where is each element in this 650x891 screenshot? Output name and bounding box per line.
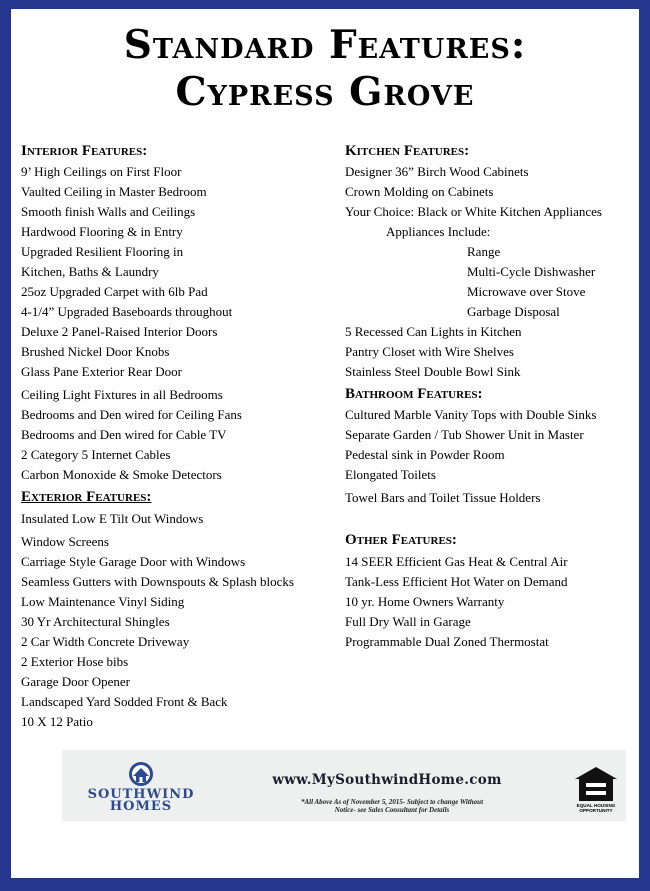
list-item: 14 SEER Efficient Gas Heat & Central Air (345, 554, 568, 569)
list-item: Pedestal sink in Powder Room (345, 447, 505, 462)
list-item: Deluxe 2 Panel-Raised Interior Doors (21, 324, 218, 339)
list-item: 10 yr. Home Owners Warranty (345, 594, 505, 609)
list-item: Carbon Monoxide & Smoke Detectors (21, 467, 222, 482)
page-subtitle: Cypress Grove (175, 69, 475, 115)
page-title: Standard Features: (123, 22, 527, 68)
eho-text: EQUAL HOUSING (576, 803, 616, 808)
footer-banner (62, 750, 626, 821)
logo-text: HOMES (109, 799, 173, 814)
list-item: Elongated Toilets (345, 467, 436, 482)
disclaimer-line: *All Above As of November 5, 2015- Subject to change Without (300, 798, 484, 806)
website-link[interactable]: www.MySouthwindHome.com (272, 772, 502, 788)
list-item: Glass Pane Exterior Rear Door (21, 364, 183, 379)
list-item: Brushed Nickel Door Knobs (21, 344, 170, 359)
list-item: Bedrooms and Den wired for Cable TV (21, 427, 227, 442)
list-item: Stainless Steel Double Bowl Sink (345, 364, 521, 379)
list-item: Your Choice: Black or White Kitchen Appliances (345, 204, 602, 219)
list-item: Programmable Dual Zoned Thermostat (345, 634, 549, 649)
equal-housing-icon (573, 765, 619, 803)
list-item: Landscaped Yard Sodded Front & Back (21, 694, 228, 709)
list-item: 4-1/4” Upgraded Baseboards throughout (21, 304, 233, 319)
list-item: Kitchen, Baths & Laundry (21, 264, 159, 279)
list-item: Insulated Low E Tilt Out Windows (21, 511, 204, 526)
eho-text: OPPORTUNITY (579, 808, 613, 813)
disclaimer-line: Notice- see Sales Consultant for Details (334, 806, 450, 814)
list-item: Crown Molding on Cabinets (345, 184, 494, 199)
other-features-heading: Other Features: (345, 532, 457, 548)
list-item: Smooth finish Walls and Ceilings (21, 204, 196, 219)
disclaimer (242, 798, 542, 814)
list-item: Cultured Marble Vanity Tops with Double Sinks (345, 407, 597, 422)
list-item: Seamless Gutters with Downspouts & Splash blocks (21, 574, 294, 589)
list-item: Multi-Cycle Dishwasher (467, 264, 596, 279)
appliances-label: Appliances Include: (386, 224, 491, 239)
list-item: Hardwood Flooring & in Entry (21, 224, 183, 239)
list-item: Garage Door Opener (21, 674, 131, 689)
list-item: Bedrooms and Den wired for Ceiling Fans (21, 407, 242, 422)
list-item: 2 Car Width Concrete Driveway (21, 634, 190, 649)
list-item: Window Screens (21, 534, 109, 549)
logo-text: SOUTHWIND (87, 787, 195, 802)
list-item: Tank-Less Efficient Hot Water on Demand (345, 574, 568, 589)
house-logo-icon (76, 760, 206, 790)
southwind-logo (76, 760, 206, 814)
list-item: Designer 36” Birch Wood Cabinets (345, 164, 529, 179)
list-item: 9’ High Ceilings on First Floor (21, 164, 182, 179)
list-item: Upgraded Resilient Flooring in (21, 244, 184, 259)
equal-housing-logo (573, 765, 619, 819)
list-item: Garbage Disposal (467, 304, 560, 319)
list-item: Ceiling Light Fixtures in all Bedrooms (21, 387, 223, 402)
list-item: Low Maintenance Vinyl Siding (21, 594, 185, 609)
list-item: 30 Yr Architectural Shingles (21, 614, 170, 629)
list-item: 25oz Upgraded Carpet with 6lb Pad (21, 284, 208, 299)
exterior-features-heading: Exterior Features: (21, 489, 152, 505)
list-item: Pantry Closet with Wire Shelves (345, 344, 514, 359)
list-item: Microwave over Stove (467, 284, 586, 299)
list-item: 10 X 12 Patio (21, 714, 93, 729)
list-item: 2 Category 5 Internet Cables (21, 447, 171, 462)
list-item: 5 Recessed Can Lights in Kitchen (345, 324, 522, 339)
kitchen-features-heading: Kitchen Features: (345, 143, 470, 159)
list-item: Separate Garden / Tub Shower Unit in Master (345, 427, 584, 442)
list-item: Carriage Style Garage Door with Windows (21, 554, 246, 569)
list-item: Vaulted Ceiling in Master Bedroom (21, 184, 207, 199)
list-item: Range (467, 244, 501, 259)
list-item: Full Dry Wall in Garage (345, 614, 471, 629)
interior-features-heading: Interior Features: (21, 143, 148, 159)
bathroom-features-heading: Bathroom Features: (345, 386, 483, 402)
list-item: Towel Bars and Toilet Tissue Holders (345, 490, 541, 505)
list-item: 2 Exterior Hose bibs (21, 654, 129, 669)
